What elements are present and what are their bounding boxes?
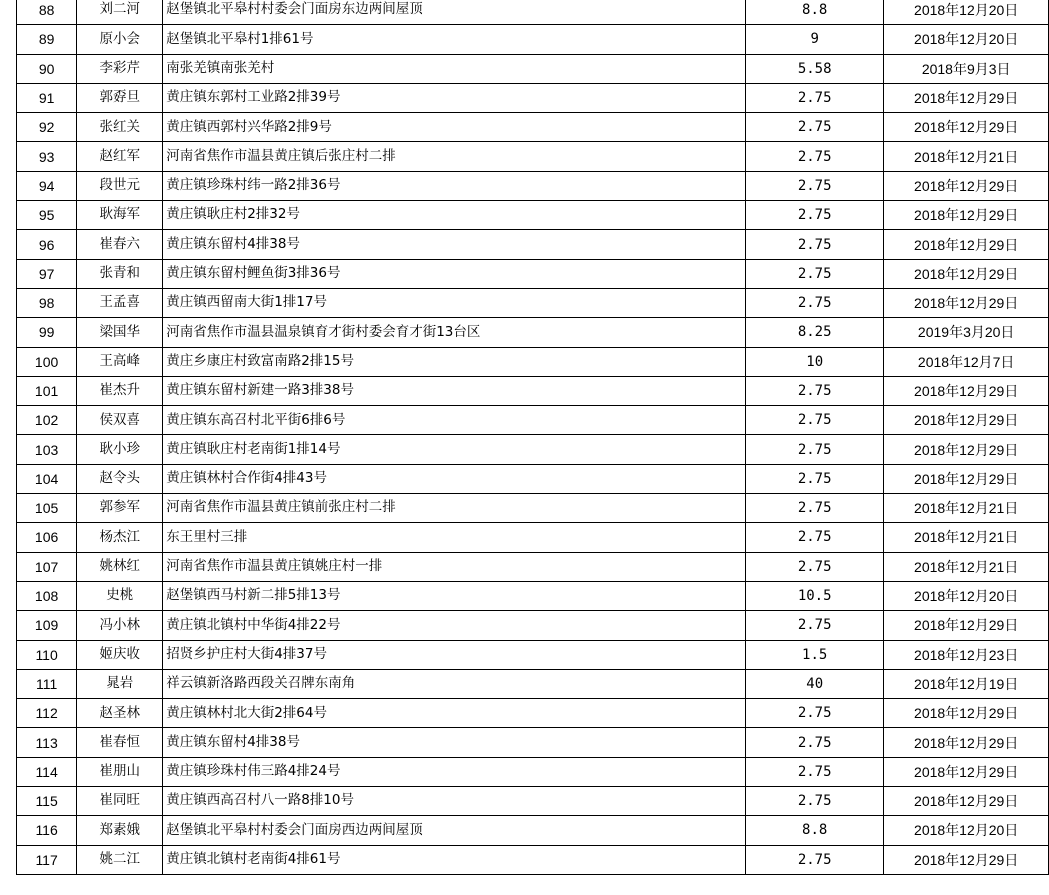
date-cell[interactable]: 2018年9月3日 [884,54,1049,83]
row-number-cell[interactable]: 110 [17,640,77,669]
name-cell[interactable]: 梁国华 [77,318,163,347]
row-number-cell[interactable]: 115 [17,787,77,816]
name-cell[interactable]: 郭参军 [77,494,163,523]
area-cell[interactable]: 2.75 [746,552,884,581]
area-cell[interactable]: 2.75 [746,201,884,230]
row-number-cell[interactable]: 117 [17,845,77,874]
address-cell[interactable]: 黄庄镇东高召村北平街6排6号 [163,406,746,435]
area-cell[interactable]: 2.75 [746,611,884,640]
row-number-cell[interactable]: 90 [17,54,77,83]
date-cell[interactable]: 2018年12月29日 [884,464,1049,493]
date-cell[interactable]: 2018年12月21日 [884,142,1049,171]
name-cell[interactable]: 崔同旺 [77,787,163,816]
table-row [17,845,1049,874]
row-number-cell[interactable]: 116 [17,816,77,845]
area-cell[interactable]: 2.75 [746,787,884,816]
address-cell[interactable]: 黄庄镇西郭村兴华路2排9号 [163,113,746,142]
area-cell[interactable]: 2.75 [746,230,884,259]
address-cell[interactable]: 赵堡镇西马村新二排5排13号 [163,581,746,610]
name-cell[interactable]: 姬庆收 [77,640,163,669]
row-number-cell[interactable]: 102 [17,406,77,435]
table-row [17,699,1049,728]
name-cell[interactable]: 崔朋山 [77,757,163,786]
area-cell[interactable]: 2.75 [746,435,884,464]
row-number-cell[interactable]: 96 [17,230,77,259]
address-cell[interactable]: 黄庄镇北镇村老南街4排61号 [163,845,746,874]
row-number-cell[interactable]: 92 [17,113,77,142]
area-cell[interactable]: 8.25 [746,318,884,347]
date-cell[interactable]: 2018年12月29日 [884,83,1049,112]
date-cell[interactable]: 2018年12月20日 [884,581,1049,610]
table-row [17,230,1049,259]
area-cell[interactable]: 2.75 [746,523,884,552]
area-cell[interactable]: 2.75 [746,845,884,874]
row-number-cell[interactable]: 88 [17,0,77,25]
name-cell[interactable]: 赵令头 [77,464,163,493]
name-cell[interactable]: 侯双喜 [77,406,163,435]
address-cell[interactable]: 赵堡镇北平皋村村委会门面房东边两间屋顶 [163,0,746,25]
date-cell[interactable]: 2018年12月29日 [884,113,1049,142]
area-cell[interactable]: 2.75 [746,376,884,405]
name-cell[interactable]: 郑素娥 [77,816,163,845]
row-number-cell[interactable]: 100 [17,347,77,376]
date-cell[interactable]: 2018年12月20日 [884,25,1049,54]
date-cell[interactable]: 2018年12月29日 [884,376,1049,405]
date-cell[interactable]: 2019年3月20日 [884,318,1049,347]
row-number-cell[interactable]: 101 [17,376,77,405]
name-cell[interactable]: 耿小珍 [77,435,163,464]
name-cell[interactable]: 赵红军 [77,142,163,171]
date-cell[interactable]: 2018年12月29日 [884,435,1049,464]
date-cell[interactable]: 2018年12月29日 [884,288,1049,317]
name-cell[interactable]: 赵圣林 [77,699,163,728]
name-cell[interactable]: 李彩芹 [77,54,163,83]
address-cell[interactable]: 黄庄镇珍珠村纬一路2排36号 [163,171,746,200]
row-number-cell[interactable]: 107 [17,552,77,581]
table-row [17,347,1049,376]
address-cell[interactable]: 黄庄镇西高召村八一路8排10号 [163,787,746,816]
table-row [17,54,1049,83]
row-number-cell[interactable]: 103 [17,435,77,464]
address-cell[interactable]: 黄庄镇西留南大街1排17号 [163,288,746,317]
address-cell[interactable]: 黄庄镇东留村鲤鱼街3排36号 [163,259,746,288]
row-number-cell[interactable]: 95 [17,201,77,230]
table-row [17,171,1049,200]
name-cell[interactable]: 姚林红 [77,552,163,581]
name-cell[interactable]: 张青和 [77,259,163,288]
date-cell[interactable]: 2018年12月29日 [884,787,1049,816]
table-row [17,259,1049,288]
address-cell[interactable]: 黄庄乡康庄村致富南路2排15号 [163,347,746,376]
area-cell[interactable]: 2.75 [746,464,884,493]
row-number-cell[interactable]: 112 [17,699,77,728]
name-cell[interactable]: 刘二河 [77,0,163,25]
table-row [17,640,1049,669]
area-cell[interactable]: 2.75 [746,699,884,728]
table-row [17,406,1049,435]
address-cell[interactable]: 黄庄镇耿庄村2排32号 [163,201,746,230]
area-cell[interactable]: 2.75 [746,259,884,288]
table-row [17,0,1049,25]
row-number-cell[interactable]: 106 [17,523,77,552]
row-number-cell[interactable]: 104 [17,464,77,493]
area-cell[interactable]: 2.75 [746,288,884,317]
date-cell[interactable]: 2018年12月29日 [884,171,1049,200]
area-cell[interactable]: 2.75 [746,728,884,757]
table-row [17,787,1049,816]
date-cell[interactable]: 2018年12月23日 [884,640,1049,669]
table-row [17,669,1049,698]
date-cell[interactable]: 2018年12月19日 [884,669,1049,698]
name-cell[interactable]: 张红关 [77,113,163,142]
address-cell[interactable]: 黄庄镇北镇村中华街4排22号 [163,611,746,640]
row-number-cell[interactable]: 91 [17,83,77,112]
table-row [17,25,1049,54]
date-cell[interactable]: 2018年12月21日 [884,523,1049,552]
row-number-cell[interactable]: 114 [17,757,77,786]
area-cell[interactable]: 2.75 [746,83,884,112]
row-number-cell[interactable]: 111 [17,669,77,698]
table-row [17,113,1049,142]
date-cell[interactable]: 2018年12月29日 [884,611,1049,640]
address-cell[interactable]: 黄庄镇东留村4排38号 [163,230,746,259]
area-cell[interactable]: 2.75 [746,171,884,200]
table-row [17,142,1049,171]
area-cell[interactable]: 10.5 [746,581,884,610]
row-number-cell[interactable]: 105 [17,494,77,523]
address-cell[interactable]: 河南省焦作市温县温泉镇育才街村委会育才街13台区 [163,318,746,347]
date-cell[interactable]: 2018年12月21日 [884,552,1049,581]
address-cell[interactable]: 招贤乡护庄村大街4排37号 [163,640,746,669]
address-cell[interactable]: 河南省焦作市温县黄庄镇姚庄村一排 [163,552,746,581]
address-cell[interactable]: 黄庄镇珍珠村伟三路4排24号 [163,757,746,786]
row-number-cell[interactable]: 99 [17,318,77,347]
address-cell[interactable]: 黄庄镇林村北大街2排64号 [163,699,746,728]
date-cell[interactable]: 2018年12月21日 [884,494,1049,523]
row-number-cell[interactable]: 94 [17,171,77,200]
name-cell[interactable]: 郭孬旦 [77,83,163,112]
address-cell[interactable]: 赵堡镇北平皋村1排61号 [163,25,746,54]
area-cell[interactable]: 2.75 [746,494,884,523]
table-row [17,611,1049,640]
address-cell[interactable]: 河南省焦作市温县黄庄镇后张庄村二排 [163,142,746,171]
address-cell[interactable]: 河南省焦作市温县黄庄镇前张庄村二排 [163,494,746,523]
date-cell[interactable]: 2018年12月29日 [884,259,1049,288]
date-cell[interactable]: 2018年12月7日 [884,347,1049,376]
area-cell[interactable]: 2.75 [746,757,884,786]
row-number-cell[interactable]: 93 [17,142,77,171]
table-row [17,318,1049,347]
row-number-cell[interactable]: 108 [17,581,77,610]
table-row [17,288,1049,317]
name-cell[interactable]: 晁岩 [77,669,163,698]
address-cell[interactable]: 黄庄镇林村合作街4排43号 [163,464,746,493]
address-cell[interactable]: 赵堡镇北平皋村村委会门面房西边两间屋顶 [163,816,746,845]
area-cell[interactable]: 8.8 [746,816,884,845]
date-cell[interactable]: 2018年12月29日 [884,845,1049,874]
row-number-cell[interactable]: 97 [17,259,77,288]
table-row [17,464,1049,493]
area-cell[interactable]: 10 [746,347,884,376]
name-cell[interactable]: 姚二江 [77,845,163,874]
name-cell[interactable]: 王孟喜 [77,288,163,317]
date-cell[interactable]: 2018年12月20日 [884,0,1049,25]
address-cell[interactable]: 黄庄镇东留村新建一路3排38号 [163,376,746,405]
records-table [16,0,1049,875]
address-cell[interactable]: 东王里村三排 [163,523,746,552]
table-row [17,581,1049,610]
table-row [17,376,1049,405]
area-cell[interactable]: 5.58 [746,54,884,83]
area-cell[interactable]: 2.75 [746,406,884,435]
name-cell[interactable]: 冯小林 [77,611,163,640]
address-cell[interactable]: 南张羌镇南张羌村 [163,54,746,83]
table-row [17,728,1049,757]
table-row [17,523,1049,552]
name-cell[interactable]: 崔春六 [77,230,163,259]
date-cell[interactable]: 2018年12月29日 [884,699,1049,728]
table-row [17,83,1049,112]
table-row [17,435,1049,464]
area-cell[interactable]: 2.75 [746,113,884,142]
address-cell[interactable]: 祥云镇新洛路西段关召牌东南角 [163,669,746,698]
name-cell[interactable]: 原小会 [77,25,163,54]
table-row [17,816,1049,845]
table-row [17,552,1049,581]
name-cell[interactable]: 杨杰江 [77,523,163,552]
date-cell[interactable]: 2018年12月29日 [884,201,1049,230]
table-row [17,494,1049,523]
area-cell[interactable]: 40 [746,669,884,698]
address-cell[interactable]: 黄庄镇东郭村工业路2排39号 [163,83,746,112]
name-cell[interactable]: 王高峰 [77,347,163,376]
name-cell[interactable]: 耿海军 [77,201,163,230]
name-cell[interactable]: 段世元 [77,171,163,200]
table-row [17,201,1049,230]
row-number-cell[interactable]: 89 [17,25,77,54]
name-cell[interactable]: 崔春恒 [77,728,163,757]
area-cell[interactable]: 2.75 [746,142,884,171]
row-number-cell[interactable]: 98 [17,288,77,317]
table-row [17,757,1049,786]
address-cell[interactable]: 黄庄镇东留村4排38号 [163,728,746,757]
name-cell[interactable]: 史桃 [77,581,163,610]
date-cell[interactable]: 2018年12月29日 [884,230,1049,259]
date-cell[interactable]: 2018年12月20日 [884,816,1049,845]
row-number-cell[interactable]: 109 [17,611,77,640]
area-cell[interactable]: 9 [746,25,884,54]
row-number-cell[interactable]: 113 [17,728,77,757]
address-cell[interactable]: 黄庄镇耿庄村老南街1排14号 [163,435,746,464]
name-cell[interactable]: 崔杰升 [77,376,163,405]
date-cell[interactable]: 2018年12月29日 [884,406,1049,435]
area-cell[interactable]: 1.5 [746,640,884,669]
date-cell[interactable]: 2018年12月29日 [884,728,1049,757]
date-cell[interactable]: 2018年12月29日 [884,757,1049,786]
table-body [17,0,1049,874]
area-cell[interactable]: 8.8 [746,0,884,25]
